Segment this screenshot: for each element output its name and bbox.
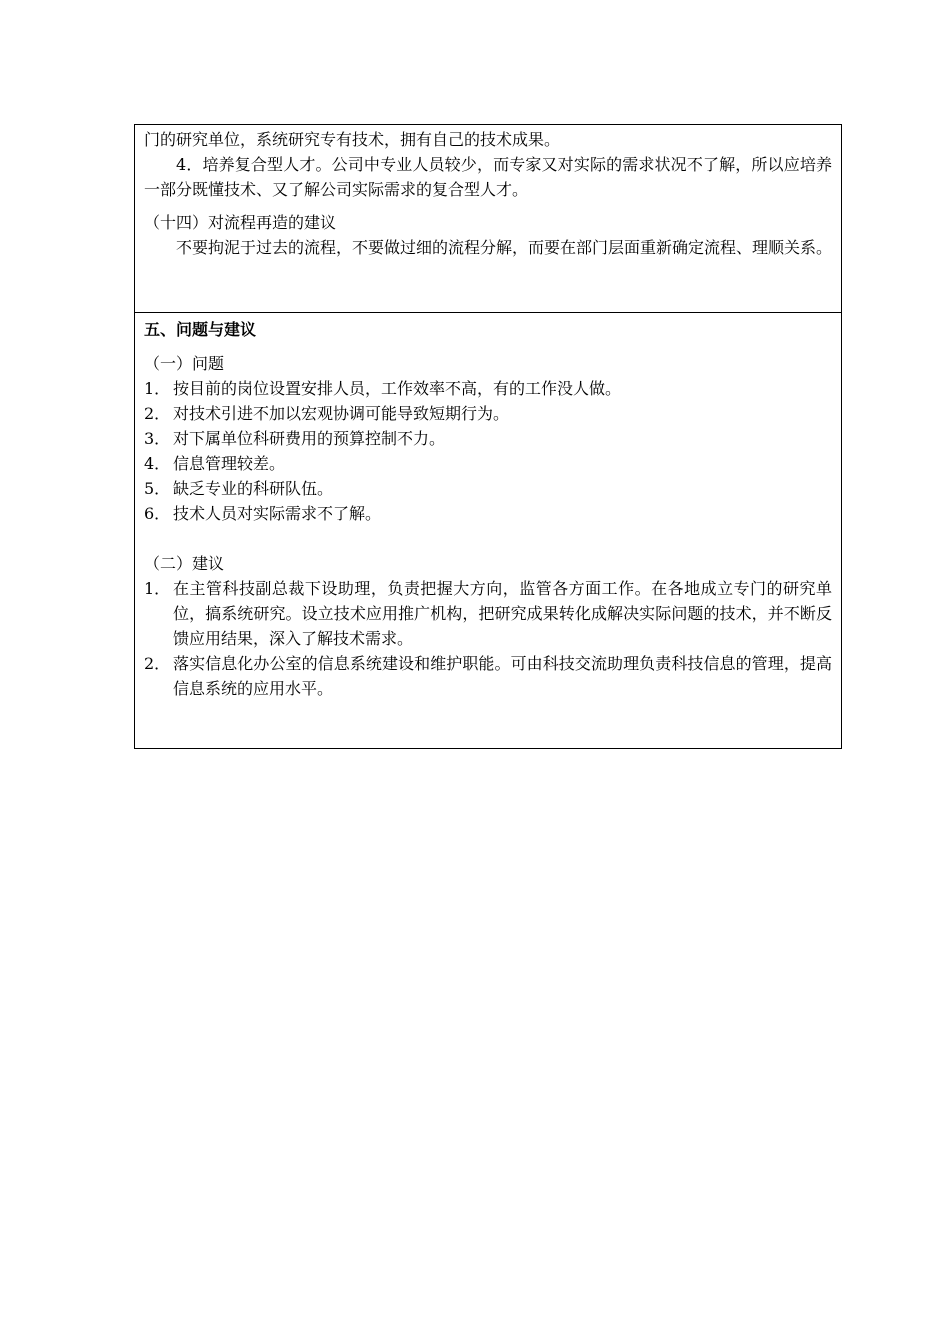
- heading-process-reengineering: （十四）对流程再造的建议: [144, 213, 337, 232]
- list-item-number: 1．: [144, 579, 171, 598]
- suggestions-heading: （二）建议: [144, 554, 225, 573]
- list-item-number: 3．: [144, 429, 171, 448]
- list-item-text: 对技术引进不加以宏观协调可能导致短期行为。: [173, 404, 510, 423]
- list-item: [144, 426, 832, 451]
- blank-line: [144, 526, 832, 551]
- problems-heading: （一）问题: [144, 354, 225, 373]
- document-table: [134, 124, 842, 749]
- list-item-text: 在主管科技副总裁下设助理，负责把握大方向，监管各方面工作。在各地成立专门的研究单位，搞系统研究。设立技术应用推广机构，把研究成果转化成解决实际问题的技术，并不断反馈应用结果，深入了解技术需求。: [173, 579, 832, 648]
- list-item-text: 对下属单位科研费用的预算控制不力。: [173, 429, 446, 448]
- list-item: [144, 576, 832, 651]
- list-item: [144, 651, 832, 701]
- list-item: [144, 401, 832, 426]
- list-item-number: 2．: [144, 404, 171, 423]
- list-item: [144, 451, 832, 476]
- list-item-number: 1．: [144, 379, 171, 398]
- list-item: [144, 501, 832, 526]
- problems-list: [144, 376, 832, 526]
- list-item: [144, 476, 832, 501]
- list-item-number: 6．: [144, 504, 171, 523]
- suggestions-list: [144, 576, 832, 701]
- list-item-text: 缺乏专业的科研队伍。: [173, 479, 334, 498]
- list-item-number: 4．: [144, 454, 171, 473]
- continued-text-line: 门的研究单位，系统研究专有技术，拥有自己的技术成果。: [144, 130, 561, 149]
- list-item-number: 2．: [144, 654, 171, 673]
- list-item-text: 技术人员对实际需求不了解。: [173, 504, 382, 523]
- table-cell-continuation: [135, 125, 841, 313]
- table-cell-problems-suggestions: [135, 313, 841, 748]
- list-item-text: 落实信息化办公室的信息系统建设和维护职能。可由科技交流助理负责科技信息的管理，提高信息系统的应用水平。: [173, 654, 832, 698]
- paragraph-process-reengineering: 不要拘泥于过去的流程，不要做过细的流程分解，而要在部门层面重新确定流程、理顺关系。: [176, 238, 833, 257]
- section-title: 五、问题与建议: [144, 320, 257, 339]
- list-item-text: 信息管理较差。: [173, 454, 286, 473]
- list-item-number: 5．: [144, 479, 171, 498]
- list-item: [144, 376, 832, 401]
- list-item-text: 按目前的岗位设置安排人员，工作效率不高，有的工作没人做。: [173, 379, 622, 398]
- paragraph-cultivate-talent: 4．培养复合型人才。公司中专业人员较少，而专家又对实际的需求状况不了解，所以应培养一部分既懂技术、又了解公司实际需求的复合型人才。: [144, 155, 832, 199]
